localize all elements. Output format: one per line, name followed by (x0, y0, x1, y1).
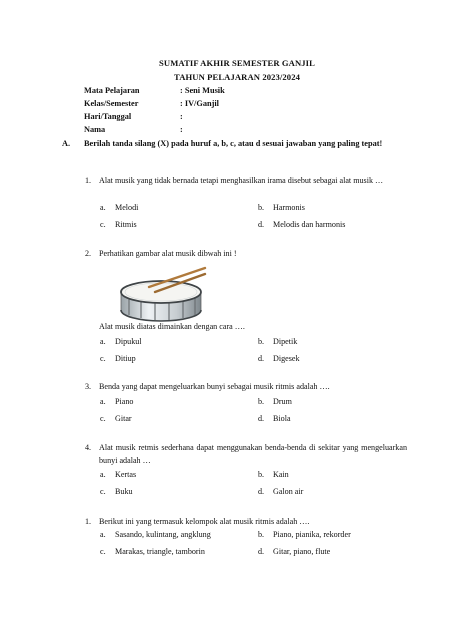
info-label: Hari/Tanggal (84, 112, 132, 121)
option-b: b. Drum (258, 397, 292, 406)
info-label: Kelas/Semester (84, 99, 139, 108)
question-2-followup (85, 320, 407, 333)
question-text: Alat musik yang tidak bernada tetapi menghasilkan irama disebut sebagai alat musik … (99, 176, 384, 185)
option-c: c. Ritmis (100, 220, 137, 229)
instruction-text: Berilah tanda silang (X) pada huruf a, b, c, atau d sesuai jawaban yang paling tepat! (84, 139, 383, 148)
option-a: a. Melodi (100, 203, 139, 212)
question-number: 2. (85, 249, 92, 258)
info-row-date (84, 112, 183, 121)
info-label: Nama (84, 125, 106, 134)
document-title: SUMATIF AKHIR SEMESTER GANJIL (159, 58, 315, 68)
question-1 (85, 174, 407, 187)
option-d: d. Biola (258, 414, 291, 423)
instruction-letter: A. (62, 139, 71, 148)
option-a: a. Piano (100, 397, 134, 406)
question-text: Benda yang dapat mengeluarkan bunyi sebagai musik ritmis adalah …. (99, 382, 330, 391)
question-text: Perhatikan gambar alat musik dibwah ini ! (99, 249, 237, 258)
option-d: d. Galon air (258, 487, 304, 496)
question-text: Alat musik diatas dimainkan dengan cara …. (99, 322, 245, 331)
info-value: : Seni Musik (180, 86, 225, 95)
snare-drum-icon (115, 266, 207, 324)
question-number: 4. (85, 443, 92, 452)
info-row-subject (84, 86, 225, 95)
question-5 (85, 515, 407, 528)
question-number: 3. (85, 382, 92, 391)
document-subtitle: TAHUN PELAJARAN 2023/2024 (174, 72, 300, 82)
option-d: d. Digesek (258, 354, 300, 363)
info-value: : (180, 125, 183, 134)
info-value: : IV/Ganjil (180, 99, 219, 108)
option-a: a. Kertas (100, 470, 137, 479)
info-row-class (84, 99, 219, 108)
info-row-name (84, 125, 183, 134)
option-b: b. Kain (258, 470, 289, 479)
instruction (62, 138, 417, 150)
option-c: c. Marakas, triangle, tamborin (100, 547, 205, 556)
question-number: 1. (85, 517, 92, 526)
question-3 (85, 380, 407, 393)
option-a: a. Sasando, kulintang, angklung (100, 530, 211, 539)
option-d: d. Melodis dan harmonis (258, 220, 346, 229)
question-4 (85, 441, 407, 467)
option-d: d. Gitar, piano, flute (258, 547, 331, 556)
info-value: : (180, 112, 183, 121)
option-c: c. Gitar (100, 414, 132, 423)
option-a: a. Dipukul (100, 337, 142, 346)
option-b: b. Harmonis (258, 203, 305, 212)
option-b: b. Piano, pianika, rekorder (258, 530, 351, 539)
question-text: Berikut ini yang termasuk kelompok alat musik ritmis adalah …. (99, 517, 310, 526)
option-b: b. Dipetik (258, 337, 298, 346)
question-2 (85, 247, 407, 260)
option-c: c. Ditiup (100, 354, 136, 363)
info-label: Mata Pelajaran (84, 86, 140, 95)
option-c: c. Buku (100, 487, 133, 496)
question-number: 1. (85, 176, 92, 185)
question-text: Alat musik retmis sederhana dapat menggunakan benda-benda di sekitar yang mengeluarkan bunyi adalah … (99, 443, 407, 465)
